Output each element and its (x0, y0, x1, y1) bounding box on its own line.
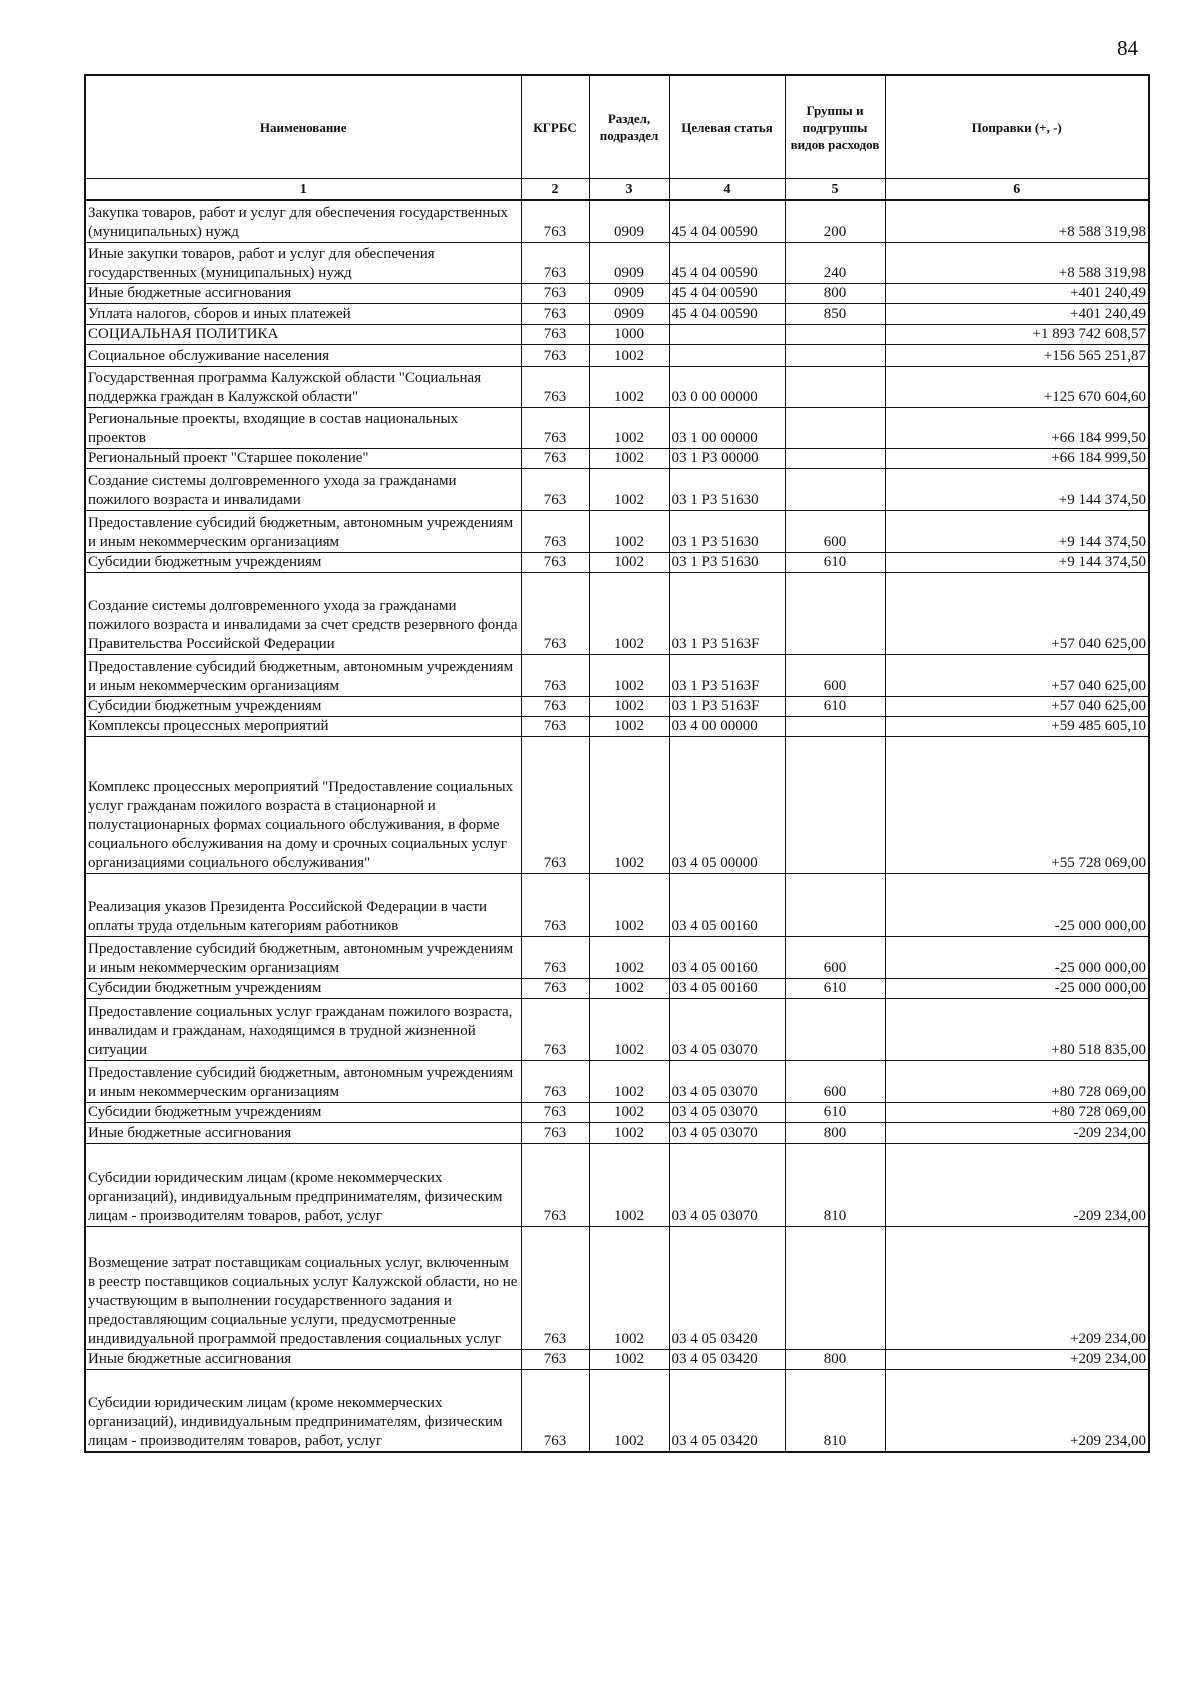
table-row (85, 1143, 1149, 1226)
header-name: Наименование (85, 75, 521, 179)
row-target: 03 1 P3 5163F (669, 654, 785, 696)
row-kgrbs: 763 (521, 200, 589, 242)
row-amount: +125 670 604,60 (885, 366, 1149, 407)
table-row (85, 873, 1149, 936)
row-name: Предоставление субсидий бюджетным, автономным учреждениям и иным некоммерческим организациям (85, 654, 521, 696)
row-target: 03 4 00 00000 (669, 716, 785, 736)
row-name: Региональный проект "Старшее поколение" (85, 448, 521, 468)
row-expense-group: 800 (785, 1122, 885, 1143)
row-kgrbs: 763 (521, 552, 589, 572)
row-expense-group (785, 366, 885, 407)
row-name: Иные бюджетные ассигнования (85, 1349, 521, 1369)
table-row (85, 366, 1149, 407)
row-amount: +156 565 251,87 (885, 344, 1149, 366)
row-name: Создание системы долговременного ухода за гражданами пожилого возраста и инвалидами за счет средств резервного фонда Правительства Российской Федерации (85, 572, 521, 654)
row-expense-group (785, 873, 885, 936)
row-amount: +8 588 319,98 (885, 200, 1149, 242)
row-name: Иные закупки товаров, работ и услуг для обеспечения государственных (муниципальных) нужд (85, 242, 521, 283)
header-target: Целевая статья (669, 75, 785, 179)
table-row (85, 1349, 1149, 1369)
row-kgrbs: 763 (521, 1369, 589, 1452)
row-name: Иные бюджетные ассигнования (85, 1122, 521, 1143)
row-amount: +55 728 069,00 (885, 736, 1149, 873)
row-target: 03 4 05 03070 (669, 1060, 785, 1102)
table-row (85, 654, 1149, 696)
table-row (85, 1102, 1149, 1122)
row-kgrbs: 763 (521, 324, 589, 344)
row-section: 1002 (589, 366, 669, 407)
row-section: 1002 (589, 873, 669, 936)
row-target: 03 4 05 03420 (669, 1369, 785, 1452)
row-expense-group: 610 (785, 552, 885, 572)
row-amount: -25 000 000,00 (885, 873, 1149, 936)
row-expense-group: 850 (785, 303, 885, 324)
row-kgrbs: 763 (521, 303, 589, 324)
row-kgrbs: 763 (521, 344, 589, 366)
row-amount: +80 728 069,00 (885, 1102, 1149, 1122)
row-amount: +401 240,49 (885, 283, 1149, 303)
row-target: 03 1 P3 5163F (669, 572, 785, 654)
row-name: Возмещение затрат поставщикам социальных услуг, включенным в реестр поставщиков социальных услуг Калужской области, но не участвующим в выполнении государственного задания и предоставляющим социальные услуги, предусмотренные индивидуальной программой предоставления социальных услуг (85, 1226, 521, 1349)
table-row (85, 303, 1149, 324)
table-row (85, 242, 1149, 283)
row-kgrbs: 763 (521, 936, 589, 978)
page-number: 84 (1117, 36, 1138, 60)
row-expense-group: 810 (785, 1369, 885, 1452)
row-section: 1002 (589, 407, 669, 448)
row-amount: -209 234,00 (885, 1122, 1149, 1143)
row-section: 1002 (589, 716, 669, 736)
row-amount: +66 184 999,50 (885, 407, 1149, 448)
row-expense-group (785, 998, 885, 1060)
row-kgrbs: 763 (521, 448, 589, 468)
header-expense-group: Группы и подгруппы видов расходов (785, 75, 885, 179)
row-target (669, 344, 785, 366)
row-name: Государственная программа Калужской области "Социальная поддержка граждан в Калужской области" (85, 366, 521, 407)
table-row (85, 448, 1149, 468)
table-row (85, 552, 1149, 572)
row-section: 1002 (589, 344, 669, 366)
column-number: 3 (589, 179, 669, 201)
table-header-row (85, 75, 1149, 179)
row-section: 0909 (589, 200, 669, 242)
row-section: 0909 (589, 242, 669, 283)
row-amount: +80 728 069,00 (885, 1060, 1149, 1102)
row-target: 45 4 04 00590 (669, 283, 785, 303)
table-row (85, 572, 1149, 654)
table-row (85, 1226, 1149, 1349)
row-section: 1002 (589, 654, 669, 696)
row-section: 1002 (589, 552, 669, 572)
column-number: 1 (85, 179, 521, 201)
row-kgrbs: 763 (521, 654, 589, 696)
row-name: Субсидии бюджетным учреждениям (85, 696, 521, 716)
row-amount: +80 518 835,00 (885, 998, 1149, 1060)
row-name: Закупка товаров, работ и услуг для обеспечения государственных (муниципальных) нужд (85, 200, 521, 242)
row-kgrbs: 763 (521, 716, 589, 736)
row-kgrbs: 763 (521, 572, 589, 654)
row-expense-group: 810 (785, 1143, 885, 1226)
row-target (669, 324, 785, 344)
row-kgrbs: 763 (521, 510, 589, 552)
row-expense-group: 600 (785, 936, 885, 978)
row-target: 45 4 04 00590 (669, 200, 785, 242)
row-target: 03 4 05 03070 (669, 1122, 785, 1143)
row-target: 03 4 05 03420 (669, 1349, 785, 1369)
row-target: 03 1 00 00000 (669, 407, 785, 448)
row-section: 1002 (589, 998, 669, 1060)
row-target: 03 4 05 00160 (669, 873, 785, 936)
row-section: 1002 (589, 1102, 669, 1122)
row-section: 1002 (589, 736, 669, 873)
row-name: Субсидии бюджетным учреждениям (85, 1102, 521, 1122)
table-row (85, 716, 1149, 736)
row-kgrbs: 763 (521, 1143, 589, 1226)
row-name: Предоставление субсидий бюджетным, автономным учреждениям и иным некоммерческим организациям (85, 1060, 521, 1102)
table-row (85, 736, 1149, 873)
table-row (85, 1060, 1149, 1102)
table-row (85, 1369, 1149, 1452)
row-kgrbs: 763 (521, 468, 589, 510)
row-target: 03 0 00 00000 (669, 366, 785, 407)
row-target: 03 4 05 00160 (669, 936, 785, 978)
row-section: 1002 (589, 572, 669, 654)
row-name: Региональные проекты, входящие в состав национальных проектов (85, 407, 521, 448)
row-amount: +66 184 999,50 (885, 448, 1149, 468)
row-section: 1002 (589, 696, 669, 716)
row-name: Иные бюджетные ассигнования (85, 283, 521, 303)
row-expense-group: 610 (785, 696, 885, 716)
row-expense-group: 610 (785, 1102, 885, 1122)
column-number-row (85, 179, 1149, 201)
row-name: Уплата налогов, сборов и иных платежей (85, 303, 521, 324)
row-expense-group: 600 (785, 654, 885, 696)
table-row (85, 998, 1149, 1060)
budget-amendments-table (84, 74, 1150, 1453)
row-target: 03 4 05 03420 (669, 1226, 785, 1349)
row-kgrbs: 763 (521, 1226, 589, 1349)
table-row (85, 344, 1149, 366)
row-target: 03 4 05 00000 (669, 736, 785, 873)
row-amount: +59 485 605,10 (885, 716, 1149, 736)
row-target: 03 1 P3 51630 (669, 552, 785, 572)
row-name: Субсидии юридическим лицам (кроме некоммерческих организаций), индивидуальным предпринимателям, физическим лицам - производителям товаров, работ, услуг (85, 1143, 521, 1226)
row-target: 03 1 P3 00000 (669, 448, 785, 468)
row-section: 1002 (589, 510, 669, 552)
row-amount: +57 040 625,00 (885, 696, 1149, 716)
table-row (85, 936, 1149, 978)
row-target: 03 4 05 03070 (669, 1102, 785, 1122)
table-row (85, 1122, 1149, 1143)
row-expense-group (785, 736, 885, 873)
header-kgrbs: КГРБС (521, 75, 589, 179)
table-row (85, 978, 1149, 998)
row-expense-group: 200 (785, 200, 885, 242)
header-section: Раздел, подраздел (589, 75, 669, 179)
row-name: Комплексы процессных мероприятий (85, 716, 521, 736)
row-expense-group (785, 468, 885, 510)
row-expense-group (785, 572, 885, 654)
row-expense-group (785, 716, 885, 736)
row-kgrbs: 763 (521, 407, 589, 448)
table-row (85, 510, 1149, 552)
column-number: 6 (885, 179, 1149, 201)
row-name: Субсидии юридическим лицам (кроме некоммерческих организаций), индивидуальным предпринимателям, физическим лицам - производителям товаров, работ, услуг (85, 1369, 521, 1452)
row-expense-group: 600 (785, 1060, 885, 1102)
row-target: 03 1 P3 51630 (669, 468, 785, 510)
row-section: 1000 (589, 324, 669, 344)
row-section: 1002 (589, 448, 669, 468)
row-name: Комплекс процессных мероприятий "Предоставление социальных услуг гражданам пожилого возраста в стационарной и полустационарных формах социального обслуживания, в форме социального обслуживания на дому и срочных социальных услуг организациями социального обслуживания" (85, 736, 521, 873)
row-kgrbs: 763 (521, 696, 589, 716)
row-section: 1002 (589, 1369, 669, 1452)
row-amount: +57 040 625,00 (885, 654, 1149, 696)
row-section: 0909 (589, 283, 669, 303)
row-target: 03 1 P3 51630 (669, 510, 785, 552)
row-amount: +401 240,49 (885, 303, 1149, 324)
row-target: 03 1 P3 5163F (669, 696, 785, 716)
row-amount: +209 234,00 (885, 1349, 1149, 1369)
row-expense-group (785, 344, 885, 366)
table-row (85, 324, 1149, 344)
row-section: 1002 (589, 1060, 669, 1102)
row-expense-group: 610 (785, 978, 885, 998)
row-target: 45 4 04 00590 (669, 303, 785, 324)
row-name: Предоставление субсидий бюджетным, автономным учреждениям и иным некоммерческим организациям (85, 936, 521, 978)
header-amendment: Поправки (+, -) (885, 75, 1149, 179)
row-kgrbs: 763 (521, 1102, 589, 1122)
row-name: Субсидии бюджетным учреждениям (85, 552, 521, 572)
row-amount: -209 234,00 (885, 1143, 1149, 1226)
row-name: Социальное обслуживание населения (85, 344, 521, 366)
row-section: 1002 (589, 936, 669, 978)
row-expense-group (785, 324, 885, 344)
row-name: Субсидии бюджетным учреждениям (85, 978, 521, 998)
row-expense-group (785, 1226, 885, 1349)
row-target: 45 4 04 00590 (669, 242, 785, 283)
row-kgrbs: 763 (521, 1122, 589, 1143)
row-section: 0909 (589, 303, 669, 324)
row-amount: -25 000 000,00 (885, 978, 1149, 998)
row-kgrbs: 763 (521, 736, 589, 873)
row-expense-group: 600 (785, 510, 885, 552)
row-expense-group: 800 (785, 1349, 885, 1369)
row-kgrbs: 763 (521, 242, 589, 283)
row-expense-group (785, 448, 885, 468)
row-amount: -25 000 000,00 (885, 936, 1149, 978)
row-name: СОЦИАЛЬНАЯ ПОЛИТИКА (85, 324, 521, 344)
column-number: 5 (785, 179, 885, 201)
row-expense-group: 800 (785, 283, 885, 303)
row-section: 1002 (589, 1122, 669, 1143)
row-amount: +209 234,00 (885, 1226, 1149, 1349)
row-kgrbs: 763 (521, 1349, 589, 1369)
row-expense-group: 240 (785, 242, 885, 283)
table-row (85, 407, 1149, 448)
row-target: 03 4 05 03070 (669, 998, 785, 1060)
row-amount: +209 234,00 (885, 1369, 1149, 1452)
table-row (85, 200, 1149, 242)
row-amount: +9 144 374,50 (885, 510, 1149, 552)
row-section: 1002 (589, 1143, 669, 1226)
row-amount: +9 144 374,50 (885, 552, 1149, 572)
row-amount: +57 040 625,00 (885, 572, 1149, 654)
table-row (85, 283, 1149, 303)
row-amount: +1 893 742 608,57 (885, 324, 1149, 344)
row-name: Предоставление субсидий бюджетным, автономным учреждениям и иным некоммерческим организациям (85, 510, 521, 552)
table-row (85, 696, 1149, 716)
row-name: Реализация указов Президента Российской Федерации в части оплаты труда отдельным категориям работников (85, 873, 521, 936)
row-target: 03 4 05 03070 (669, 1143, 785, 1226)
row-section: 1002 (589, 1349, 669, 1369)
row-kgrbs: 763 (521, 1060, 589, 1102)
row-amount: +9 144 374,50 (885, 468, 1149, 510)
row-amount: +8 588 319,98 (885, 242, 1149, 283)
row-kgrbs: 763 (521, 366, 589, 407)
row-name: Создание системы долговременного ухода за гражданами пожилого возраста и инвалидами (85, 468, 521, 510)
table-row (85, 468, 1149, 510)
row-section: 1002 (589, 1226, 669, 1349)
row-kgrbs: 763 (521, 978, 589, 998)
row-kgrbs: 763 (521, 283, 589, 303)
row-kgrbs: 763 (521, 873, 589, 936)
row-kgrbs: 763 (521, 998, 589, 1060)
row-section: 1002 (589, 978, 669, 998)
row-section: 1002 (589, 468, 669, 510)
row-name: Предоставление социальных услуг гражданам пожилого возраста, инвалидам и гражданам, находящимся в трудной жизненной ситуации (85, 998, 521, 1060)
column-number: 4 (669, 179, 785, 201)
row-target: 03 4 05 00160 (669, 978, 785, 998)
column-number: 2 (521, 179, 589, 201)
row-expense-group (785, 407, 885, 448)
